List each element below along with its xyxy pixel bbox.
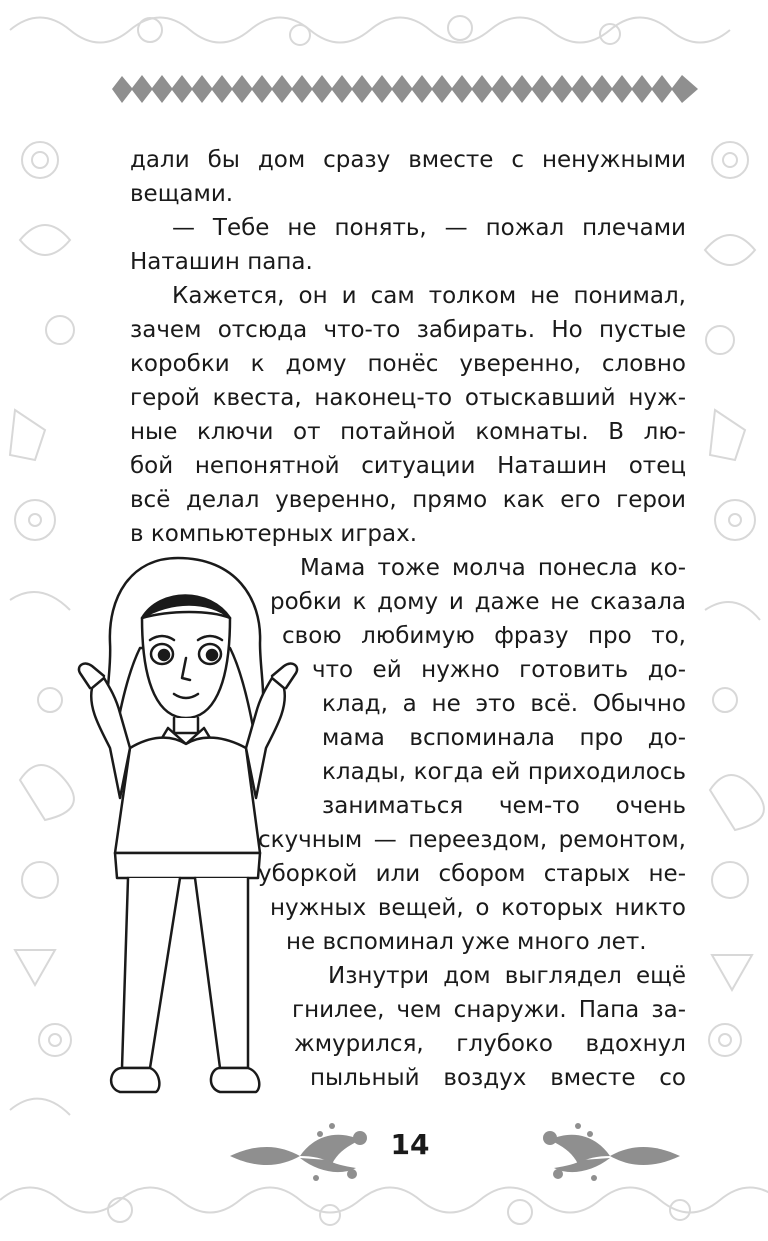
- text-line: уборкой или сбором старых не-: [258, 861, 686, 887]
- text-line: герой квеста, наконец-то отыскавший нуж-: [130, 385, 686, 411]
- page-number: 14: [390, 1128, 430, 1161]
- text-line: клад, а не это всё. Обычно: [322, 691, 686, 717]
- text-line: коробки к дому понёс уверенно, словно: [130, 351, 686, 377]
- text-line: Изнутри дом выглядел ещё: [328, 963, 686, 989]
- text-line: Наташин папа.: [130, 249, 313, 275]
- text-line: мама вспоминала про до-: [322, 725, 686, 751]
- text-line: робки к дому и даже не сказала: [270, 589, 686, 615]
- text-line: в компьютерных играх.: [130, 521, 418, 547]
- text-line: не вспоминал уже много лет.: [286, 929, 647, 955]
- text-line: Мама тоже молча понесла ко-: [300, 555, 686, 581]
- text-line: свою любимую фразу про то,: [282, 623, 686, 649]
- text-line: нужных вещей, о которых никто: [270, 895, 686, 921]
- text-line: гнилее, чем снаружи. Папа за-: [292, 997, 686, 1023]
- text-line: бой непонятной ситуации Наташин отец: [130, 453, 686, 479]
- text-line: пыльный воздух вместе со: [310, 1065, 686, 1091]
- text-line: — Тебе не понять, — пожал плечами: [172, 215, 686, 241]
- text-line: клады, когда ей приходилось: [322, 759, 686, 785]
- text-line: что ей нужно готовить до-: [312, 657, 686, 683]
- text-line: всё делал уверенно, прямо как его герои: [130, 487, 686, 513]
- text-line: дали бы дом сразу вместе с ненужными: [130, 147, 686, 173]
- text-line: заниматься чем-то очень: [322, 793, 686, 819]
- text-line: скучным — переездом, ремонтом,: [258, 827, 686, 853]
- text-line: ные ключи от потайной комнаты. В лю-: [130, 419, 686, 445]
- text-line: вещами.: [130, 181, 234, 207]
- text-line: жмурился, глубоко вдохнул: [294, 1031, 686, 1057]
- text-line: Кажется, он и сам толком не понимал,: [172, 283, 686, 309]
- text-line: зачем отсюда что-то забирать. Но пустые: [130, 317, 686, 343]
